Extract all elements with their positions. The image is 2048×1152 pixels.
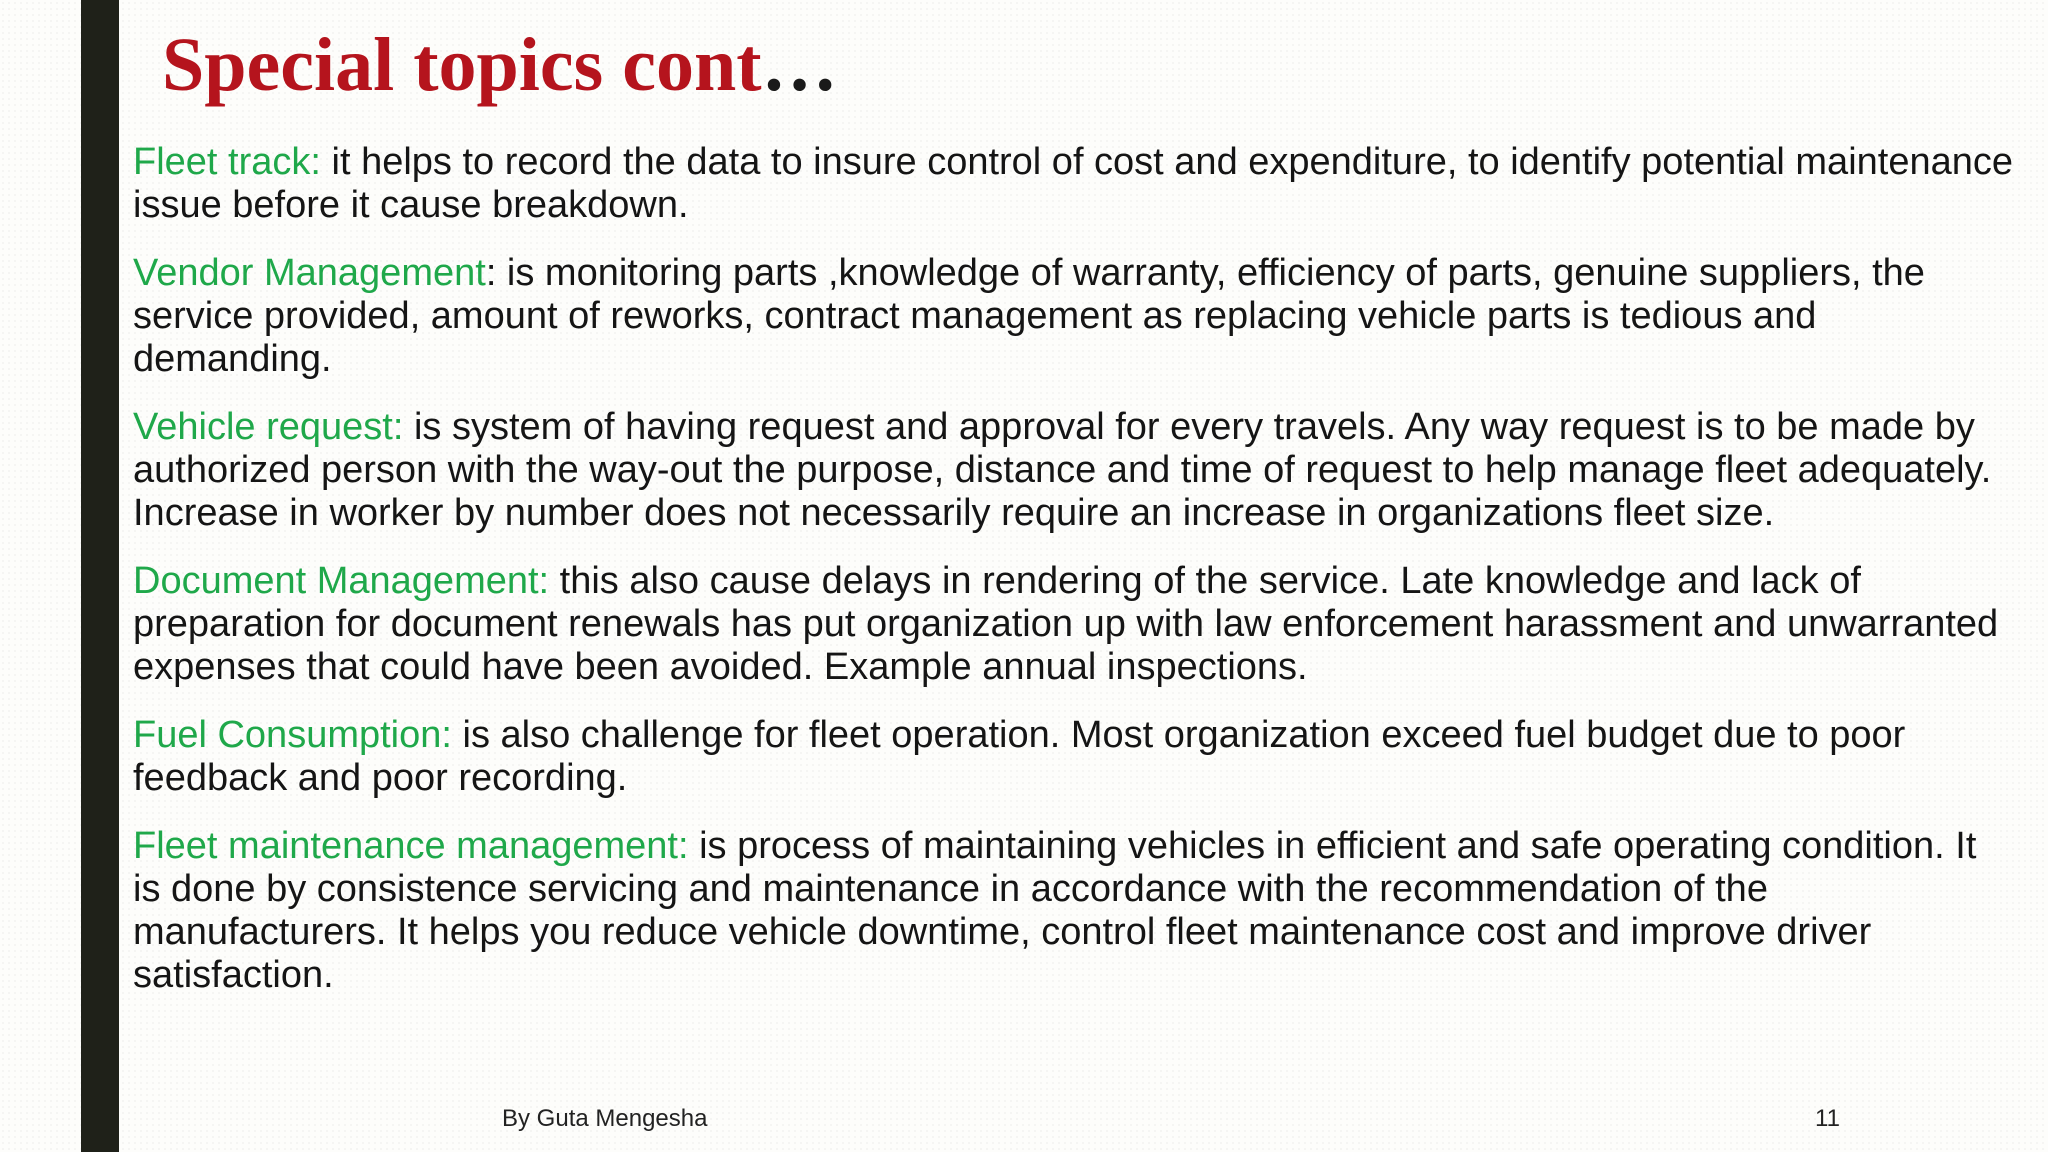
- topic-vendor-management: [133, 252, 2013, 381]
- topic-description: it helps to record the data to insure control of cost and expenditure, to identify potential maintenance issue before it cause breakdown.: [133, 141, 2013, 226]
- topic-description: this also cause delays in rendering of the service. Late knowledge and lack of preparation for document renewals has put organization up with law enforcement harassment and unwarranted expenses that could have been avoided. Example annual inspections.: [133, 560, 1999, 688]
- topic-term: Fleet track:: [133, 141, 321, 183]
- topic-description: : is monitoring parts ,knowledge of warranty, efficiency of parts, genuine suppliers, the service provided, amount of reworks, contract management as replacing vehicle parts is tedious and demanding.: [133, 252, 1925, 380]
- slide-title-text: Special topics cont: [162, 23, 762, 107]
- topic-description: is also challenge for fleet operation. Most organization exceed fuel budget due to poor feedback and poor recording.: [133, 714, 1906, 799]
- topic-fleet-track: [133, 141, 2013, 227]
- topic-description: is process of maintaining vehicles in efficient and safe operating condition. It is done by consistence servicing and maintenance in accordance with the recommendation of the manufacturers. It helps you reduce vehicle downtime, control fleet maintenance cost and improve driver satisfaction.: [133, 825, 1977, 996]
- topic-fleet-maintenance-management: [133, 825, 2013, 997]
- slide-side-bar: [81, 0, 119, 1152]
- footer-author: By Guta Mengesha: [502, 1105, 708, 1132]
- topic-list: [133, 141, 2013, 1022]
- topic-term: Document Management:: [133, 560, 550, 602]
- topic-term: Fleet maintenance management:: [133, 825, 689, 867]
- topic-description: is system of having request and approval for every travels. Any way request is to be made by authorized person with the way-out the purpose, distance and time of request to help manage fleet adequately. Increase in worker by number does not necessarily require an increase in organizations fleet size.: [133, 406, 1992, 534]
- slide-title: [162, 22, 838, 108]
- topic-term: Vendor Management: [133, 252, 486, 294]
- topic-fuel-consumption: [133, 714, 2013, 800]
- topic-document-management: [133, 560, 2013, 689]
- topic-vehicle-request: [133, 406, 2013, 535]
- slide-title-ellipsis: …: [761, 23, 838, 107]
- topic-term: Fuel Consumption:: [133, 714, 452, 756]
- slide-number: 11: [1815, 1105, 1840, 1132]
- topic-term: Vehicle request:: [133, 406, 404, 448]
